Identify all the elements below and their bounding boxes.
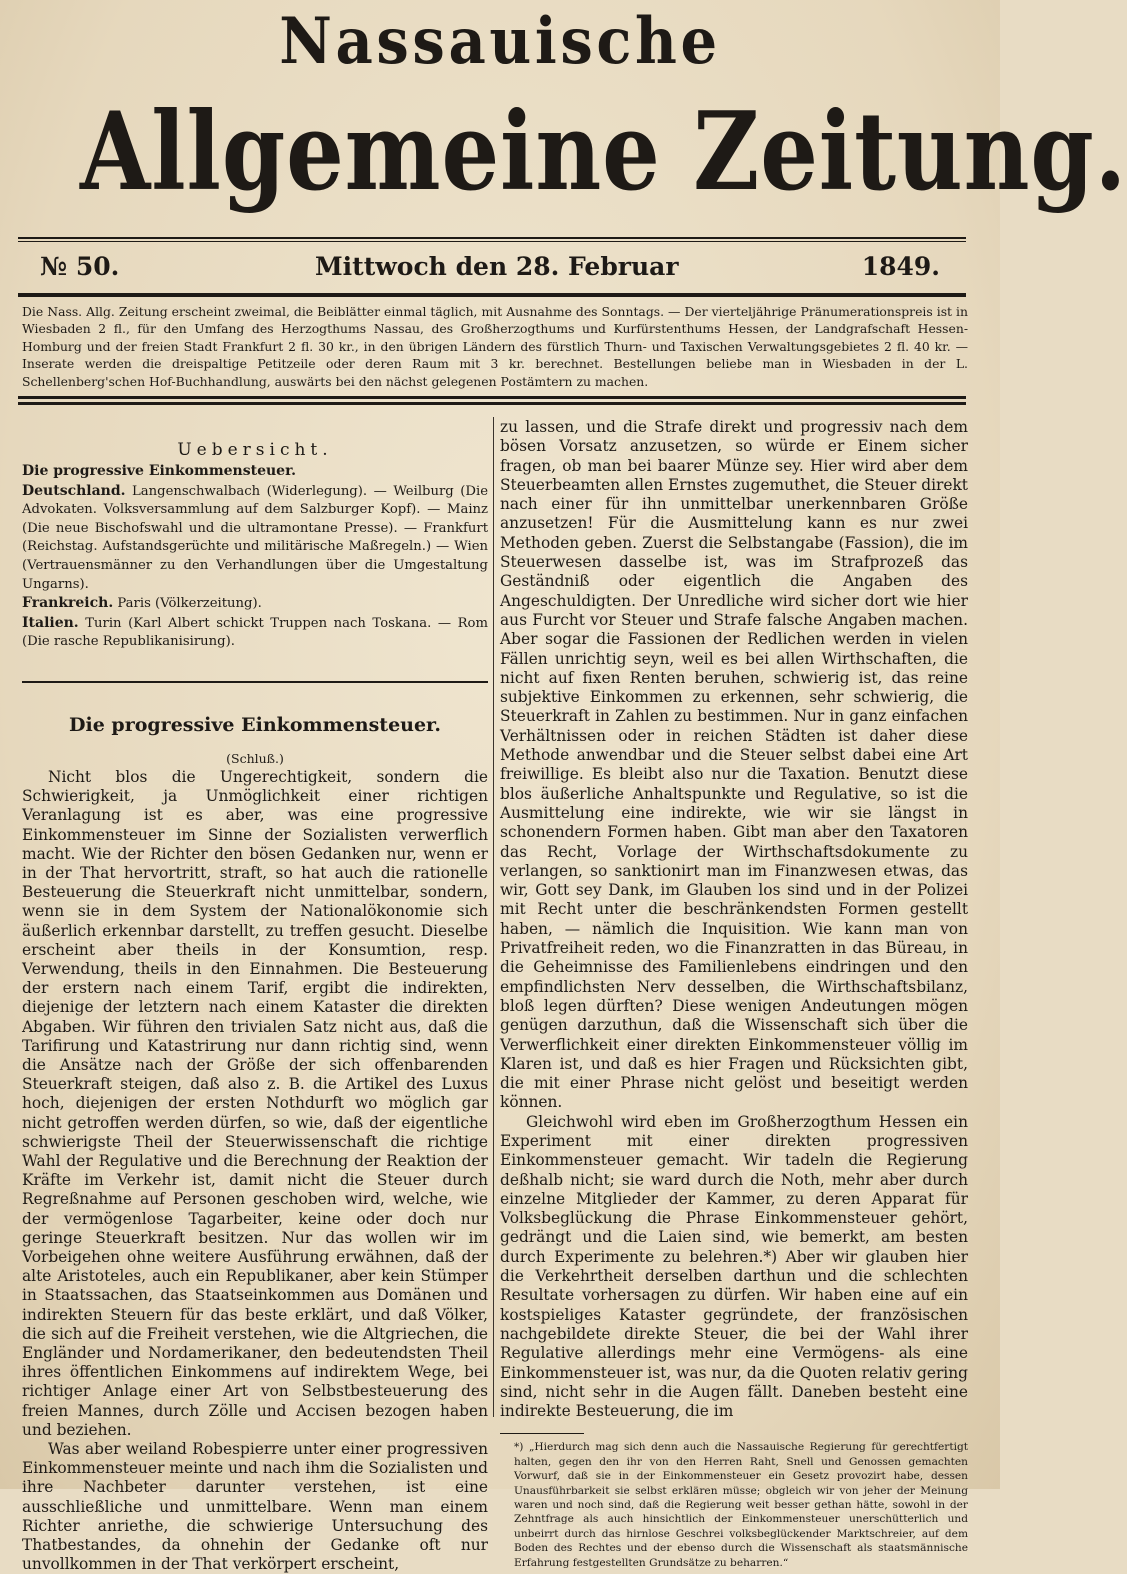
article-paragraph: Gleichwohl wird eben im Großherzogthum Hessen ein Experiment mit einer direkten progressiven Einkommensteuer gemacht. Wir tadeln die Regierung deßhalb nicht; sie ward durch die Noth, mehr aber durch einzelne Mitglieder der Kammer, zu deren Apparat für Volksbeglückung die Phrase Einkommensteuer gehört, gedrängt und die Laien sind, wie bemerkt, am besten durch Experimente zu belehren.*) Aber wir glauben hier die Verkehrtheit derselben darthun und die schlechten Resultate vorhersagen zu dürfen. Wir haben eine auf ein kostspieliges Kataster gegründete, der französischen nachgebildete direkte Steuer, die bei der Wahl ihrer Regulative allerdings mehr eine Vermögens- als eine Einkommensteuer ist, was nur, da die Quoten relativ gering sind, nicht sehr in die Augen fällt. Daneben besteht eine indirekte Besteuerung, die im	[500, 1112, 968, 1421]
issue-date: Mittwoch den 28. Februar	[315, 252, 679, 281]
overview-france-text: Paris (Völkerzeitung).	[117, 596, 262, 612]
article-paragraph: Nicht blos die Ungerechtigkeit, sondern die Schwierigkeit, ja Unmöglichkeit einer richtigen Veranlagung ist es aber, was eine progressive Einkommensteuer im Sinne der Sozialisten verwerflich macht. Wie der Richter den bösen Gedanken nur, wenn er in der That hervortritt, straft, so hat auch die rationelle Besteuerung die Steuerkraft nicht unmittelbar, sondern, wenn sie in dem System der Nationalökonomie sich äußerlich erkennbar darstellt, zu treffen gesucht. Dieselbe erscheint aber theils in der Konsumtion, resp. Verwendung, theils in den Einnahmen. Die Besteuerung der erstern nach einem Tarif, ergibt die indirekten, diejenige der letztern nach einem Kataster die direkten Abgaben. Wir führen den trivialen Satz nicht aus, daß die Tarifirung und Katastrirung nur dann richtig sind, wenn die Ansätze nach der Größe der sich offenbarenden Steuerkraft steigen, daß also z. B. die Artikel des Luxus hoch, diejenigen der ersten Nothdurft wo möglich gar nicht getroffen werden dürfen, so wie, daß der eigentliche schwierigste Theil der Steuerwissenschaft die richtige Wahl der Regulative und die Berechnung der Reaktion der Kräfte im Verkehr ist, damit nicht die Steuer durch Regreßnahme auf Personen geschoben wird, welche, wie der vermögenlose Tagarbeiter, keine oder doch nur geringe Steuerkraft besitzen. Nur das wollen wir im Vorbeigehen ohne weitere Ausführung erwähnen, daß der alte Aristoteles, auch ein Republikaner, aber kein Stümper in Staatssachen, das Staatseinkommen aus Domänen und indirekten Steuern für das beste erklärt, und daß Völker, die sich auf die Freiheit verstehen, wie die Altgriechen, die Engländer und Nordamerikaner, den bedeutendsten Theil ihres öffentlichen Einkommens auf indirektem Wege, bei richtiger Anlage einer Art von Selbstbesteuerung des freien Mannes, durch Zölle und Accisen bezogen haben und beziehen.	[22, 767, 488, 1439]
footnote-rule	[500, 1433, 584, 1434]
article-body-left	[22, 768, 488, 1574]
overview-separator	[22, 681, 488, 683]
article-title: Die progressive Einkommensteuer.	[69, 713, 441, 736]
overview-contents	[22, 462, 488, 652]
article-paragraph: Was aber weiland Robespierre unter einer progressiven Einkommensteuer meinte und nach ihm die Sozialisten und ihre Nachbeter darunter verstehen, ist eine ausschließliche und unmittelbare. Wenn man einem Richter anriethe, die schwierige Untersuchung des Thatbestandes, da ohnehin der Gedanke oft nur unvollkommen in der That verkörpert erscheint,	[22, 1440, 488, 1574]
subscription-notice: Die Nass. Allg. Zeitung erscheint zweimal, die Beiblätter einmal täglich, mit Ausnahme des Sonntags. — Der vierteljährige Pränumerationspreis ist in Wiesbaden 2 fl., für den Umfang des Herzogthums Nassau, des Großherzogthums und Kurfürstenthums Hessen, der Landgrafschaft Hessen-Homburg und der freien Stadt Frankfurt 2 fl. 30 kr., in den übrigen Ländern des fürstlich Thurn- und Taxischen Verwaltungsgebietes 2 fl. 40 kr. — Inserate werden die dreispaltige Petitzeile oder deren Raum mit 3 kr. berechnet. Bestellungen beliebe man in Wiesbaden in der L. Schellenberg'schen Hof-Buchhandlung, auswärts bei den nächst gelegenen Postämtern zu machen.	[22, 304, 968, 389]
left-column	[22, 418, 488, 1574]
dateline-rule	[18, 293, 966, 297]
overview-italy-text: Turin (Karl Albert schickt Truppen nach Toskana. — Rom (Die rasche Republikanisirung).	[22, 615, 488, 650]
masthead-rule-top	[18, 237, 966, 239]
masthead-rule-top-thin	[18, 241, 966, 242]
issue-number: № 50.	[40, 252, 120, 281]
article-paragraph: zu lassen, und die Strafe direkt und progressiv nach dem bösen Vorsatz anzusetzen, so würde er Einem sicher fragen, ob man bei baarer Münze sey. Hier wird aber dem Steuerbeamten allen Ernstes zugemuthet, die Steuer direkt nach einer für ihn unmittelbar unerkennbaren Größe anzusetzen! Für die Ausmittelung kann es nur zwei Methoden geben. Zuerst die Selbstangabe (Fassion), die im Steuerwesen dasselbe ist, was im Strafprozeß das Geständniß oder eigentlich die Angaben des Angeschuldigten. Der Unredliche wird sicher dort wie hier aus Furcht vor Steuer und Strafe falsche Angaben machen. Aber sogar die Fassionen der Redlichen werden in vielen Fällen unrichtig seyn, weil es bei allen Wirthschaften, die nicht auf fixen Renten beruhen, schwierig ist, das reine subjektive Einkommen zu erkennen, sehr schwierig, die Steuerkraft in Zahlen zu bestimmen. Nur in ganz einfachen Verhältnissen oder in reichen Städten ist daher diese Methode anwendbar und die Steuer selbst dabei eine Art freiwillige. Es bleibt also nur die Taxation. Benutzt diese blos äußerliche Anhaltspunkte und Regulative, so ist die Ausmittelung eine indirekte, wie wir sie längst in schonendern Formen haben. Gibt man aber den Taxatoren das Recht, Vorlage der Wirthschaftsdokumente zu verlangen, so sanktionirt man im Finanzwesen etwas, das wir, Gott sey Dank, im Glauben los sind und in der Polizei mit Recht unter die beschränkendsten Formen gestellt haben, — nämlich die Inquisition. Wie kann man von Privatfreiheit reden, wo die Finanzratten in das Büreau, in die Geheimnisse des Familienlebens eindringen und den empfindlichsten Nerv desselben, die Wirthschaftsbilanz, bloß legen dürften? Diese wenigen Andeutungen mögen genügen darzuthun, daß die Wissenschaft sich über die Verwerflichkeit einer direkten Einkommensteuer völlig im Klaren ist, und daß es hier Fragen und Rücksichten gibt, die mit einer Phrase nicht gelöst und beseitigt werden können.	[500, 418, 968, 1112]
dateline	[40, 252, 940, 286]
notice-rule-2	[18, 402, 966, 405]
overview-france-label: Frankreich.	[22, 595, 114, 612]
overview-italy-label: Italien.	[22, 614, 79, 631]
notice-rule-1	[18, 396, 966, 399]
masthead-line-1: Nassauische	[279, 4, 721, 79]
issue-year: 1849.	[861, 252, 940, 281]
article-body-right	[500, 418, 968, 1421]
overview-germany-text: Langenschwalbach (Widerlegung). — Weilburg (Die Advokaten. Volksversammlung auf dem Salzburger Kopf). — Mainz (Die neue Bischofswahl und die ultramontane Presse). — Frankfurt (Reichstag. Aufstandsgerüchte und militärische Maßregeln.) — Wien (Vertrauensmänner zu den Verhandlungen über die Umgestaltung Ungarns).	[22, 483, 488, 592]
overview-title: Uebersicht.	[177, 440, 333, 460]
footnote: *) „Hierdurch mag sich denn auch die Nassauische Regierung für gerechtfertigt halten, gegen den ihr von den Herren Raht, Snell und Genossen gemachten Vorwurf, daß sie in der Einkommensteuer ein Gesetz provozirt habe, dessen Unausführbarkeit sie selbst erklären müsse; obgleich wir von jeher der Meinung waren und noch sind, daß die Regierung weit besser gethan hätte, sowohl in der Zehntfrage als auch hinsichtlich der Einkommensteuer unerschütterlich und unbeirrt durch das hirnlose Geschrei volksbeglückender Marktschreier, auf dem Boden des Rechtes und der ebenso durch die Wissenschaft als staatsmännische Erfahrung festgestellten Grundsätze zu beharren.“	[514, 1441, 968, 1569]
article-continued: (Schluß.)	[226, 750, 284, 766]
right-column	[500, 418, 968, 1570]
masthead-line-2: Allgemeine Zeitung.	[80, 89, 1127, 215]
overview-lead: Die progressive Einkommensteuer.	[22, 463, 297, 479]
overview-germany-label: Deutschland.	[22, 482, 126, 499]
column-separator	[493, 417, 494, 1417]
